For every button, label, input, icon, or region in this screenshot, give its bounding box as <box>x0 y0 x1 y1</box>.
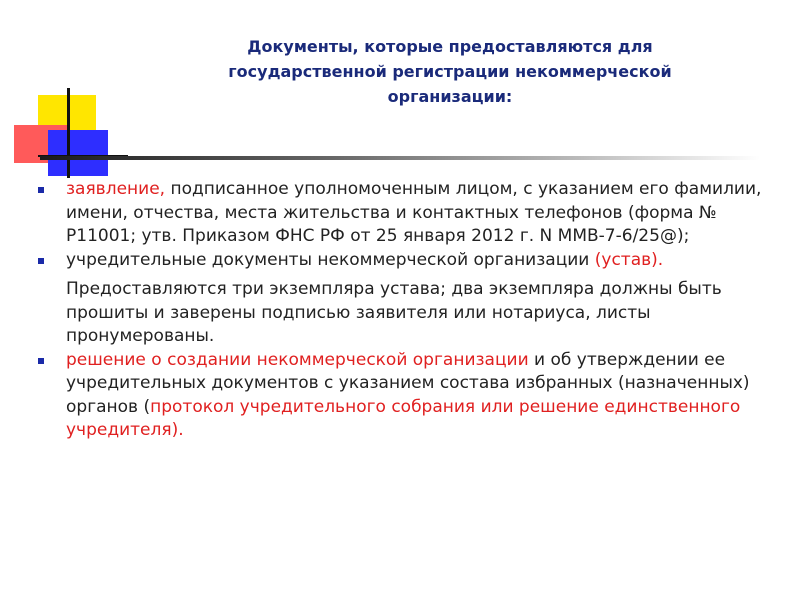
item-1-highlight: заявление, <box>66 179 166 199</box>
list-item <box>30 249 770 349</box>
blue-square <box>48 130 108 176</box>
list-item <box>30 349 770 443</box>
square-bullet-icon <box>38 187 44 193</box>
item-2-text: учредительные документы некоммерческой организации <box>66 249 595 270</box>
square-bullet-icon <box>38 258 44 264</box>
slide-title <box>150 34 750 109</box>
item-1-text: подписанное уполномоченным лицом, с указанием его фамилии, имени, отчества, места жительства и контактных телефонов (форма № Р11001; утв. Приказом ФНС РФ от 25 января 2012 г. N ММВ-7-6/25@); <box>66 179 762 246</box>
square-bullet-icon <box>38 358 44 364</box>
decorative-squares-logo <box>0 0 120 175</box>
title-divider <box>40 156 760 160</box>
item-2-note: Предоставляются три экземпляра устава; два экземпляра должны быть прошиты и заверены подписью заявителя или нотариуса, листы пронумерованы. <box>66 279 722 346</box>
vertical-line <box>67 88 70 178</box>
title-line-3: организации: <box>387 87 513 106</box>
title-line-1: Документы, которые предоставляются для <box>247 37 653 56</box>
title-line-2: государственной регистрации некоммерческой <box>228 62 672 81</box>
item-3-highlight-2: протокол учредительного собрания или решение единственного учредителя). <box>66 396 741 440</box>
list-item <box>30 178 770 249</box>
item-3-highlight: решение о создании некоммерческой организации <box>66 349 529 370</box>
item-2-highlight: (устав). <box>594 249 664 270</box>
bullet-list <box>30 178 770 443</box>
item-3-text: и об утверждении ее учредительных документов с указанием состава избранных (назначенных) органов ( <box>66 349 750 417</box>
